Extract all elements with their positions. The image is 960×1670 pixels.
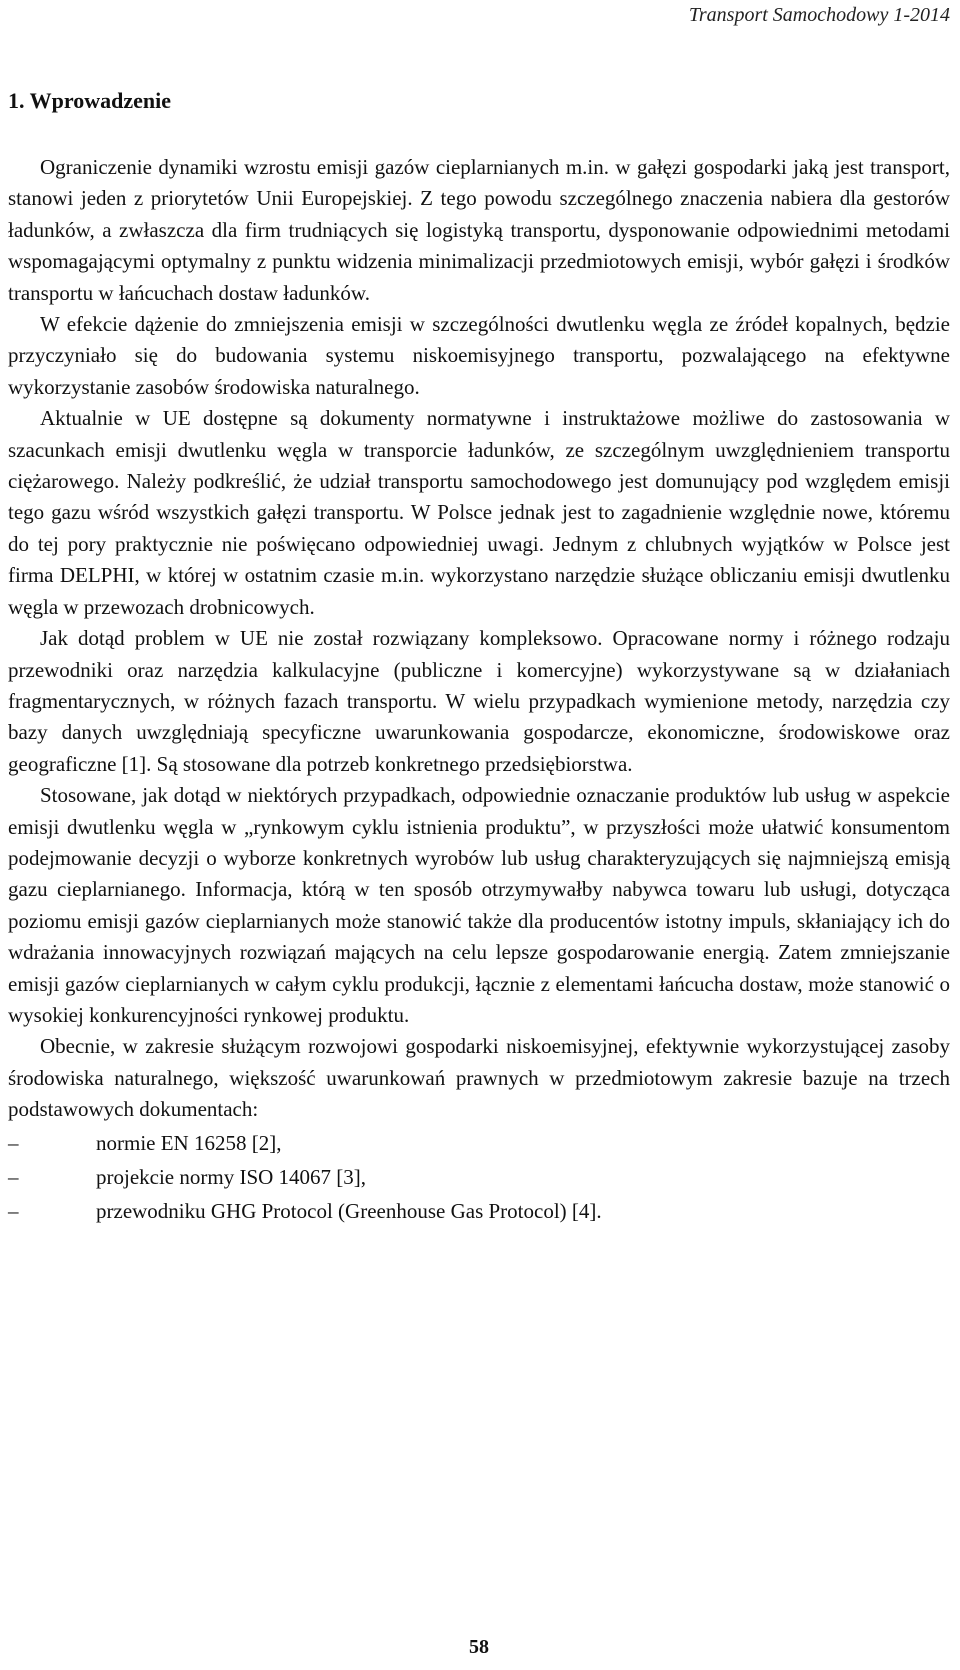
paragraph: Obecnie, w zakresie służącym rozwojowi gospodarki niskoemisyjnej, efektywnie wykorzystującej zasoby środowiska naturalnego, większość uwarunkowań prawnych w przedmiotowym zakresie bazuje na trzech podstawowych dokumentach: [8,1034,950,1122]
list-item-text: projekcie normy ISO 14067 [3], [96,1164,367,1189]
list-item-text: przewodniku GHG Protocol (Greenhouse Gas Protocol) [4]. [96,1198,602,1223]
list-item [8,1160,950,1194]
document-list [8,1126,950,1228]
paragraph: Stosowane, jak dotąd w niektórych przypadkach, odpowiednie oznaczanie produktów lub usług w aspekcie emisji dwutlenku węgla w „rynkowym cyklu istnienia produktu”, w przyszłości może ułatwić konsumentom podejmowanie decyzji o wyborze konkretnych wyrobów lub usług charakteryzujących się najmniejszą emisją gazu cieplarnianego. Informacja, którą w ten sposób otrzymywałby nabywca towaru lub usługi, dotycząca poziomu emisji gazów cieplarnianych może stanowić także dla producentów istotny impuls, skłaniający ich do wdrażania innowacyjnych rozwiązań mających na celu lepsze gospodarowanie energią. Zatem zmniejszanie emisji gazów cieplarnianych w całym cyklu produkcji, łącznie z elementami łańcucha dostaw, może stanowić o wysokiej konkurencyjności rynkowej produktu. [8,783,950,1027]
paragraph: Ograniczenie dynamiki wzrostu emisji gazów cieplarnianych m.in. w gałęzi gospodarki jaką jest transport, stanowi jeden z priorytetów Unii Europejskiej. Z tego powodu szczególnego znaczenia nabiera dla gestorów ładunków, a zwłaszcza dla firm trudniących się logistyką transportu, dysponowanie odpowiednimi metodami wspomagającymi optymalny z punktu widzenia minimalizacji przedmiotowych emisji, wybór gałęzi i środków transportu w łańcuchach dostaw ładunków. [8,155,950,305]
paragraph: W efekcie dążenie do zmniejszenia emisji w szczególności dwutlenku węgla ze źródeł kopalnych, będzie przyczyniało się do budowania systemu niskoemisyjnego transportu, pozwalającego na efektywne wykorzystanie zasobów środowiska naturalnego. [8,312,950,399]
paragraph: Jak dotąd problem w UE nie został rozwiązany kompleksowo. Opracowane normy i różnego rodzaju przewodniki oraz narzędzia kalkulacyjne (publiczne i komercyjne) wykorzystywane są w działaniach fragmentarycznych, w różnych fazach transportu. W wielu przypadkach wymienione metody, narzędzia czy bazy danych uwzględniają specyficzne uwarunkowania gospodarcze, ekonomiczne, środowiskowe oraz geograficzne [1]. Są stosowane dla potrzeb konkretnego przedsiębiorstwa. [8,626,950,776]
page-number: 58 [469,1636,489,1658]
list-item [8,1194,950,1228]
body-text [8,152,950,1228]
dash-bullet: – [8,1164,19,1189]
list-item [8,1126,950,1160]
dash-bullet: – [8,1130,19,1155]
paragraph: Aktualnie w UE dostępne są dokumenty normatywne i instruktażowe możliwe do zastosowania w szacunkach emisji dwutlenku węgla w transporcie ładunków, ze szczególnym uwzględnieniem transportu ciężarowego. Należy podkreślić, że udział transportu samochodowego jest domunujący pod względem emisji tego gazu wśród wszystkich gałęzi transportu. W Polsce jednak jest to zagadnienie względnie nowe, któremu do tej pory praktycznie nie poświęcano odpowiedniej uwagi. Jednym z chlubnych wyjątków w Polsce jest firma DELPHI, w której w ostatnim czasie m.in. wykorzystano narzędzie służące obliczaniu emisji dwutlenku węgla w przewozach drobnicowych. [8,406,950,619]
list-item-text: normie EN 16258 [2], [96,1130,282,1155]
running-header: Transport Samochodowy 1-2014 [688,4,950,26]
dash-bullet: – [8,1198,19,1223]
document-page [8,0,950,1670]
section-title: 1. Wprowadzenie [8,88,171,113]
